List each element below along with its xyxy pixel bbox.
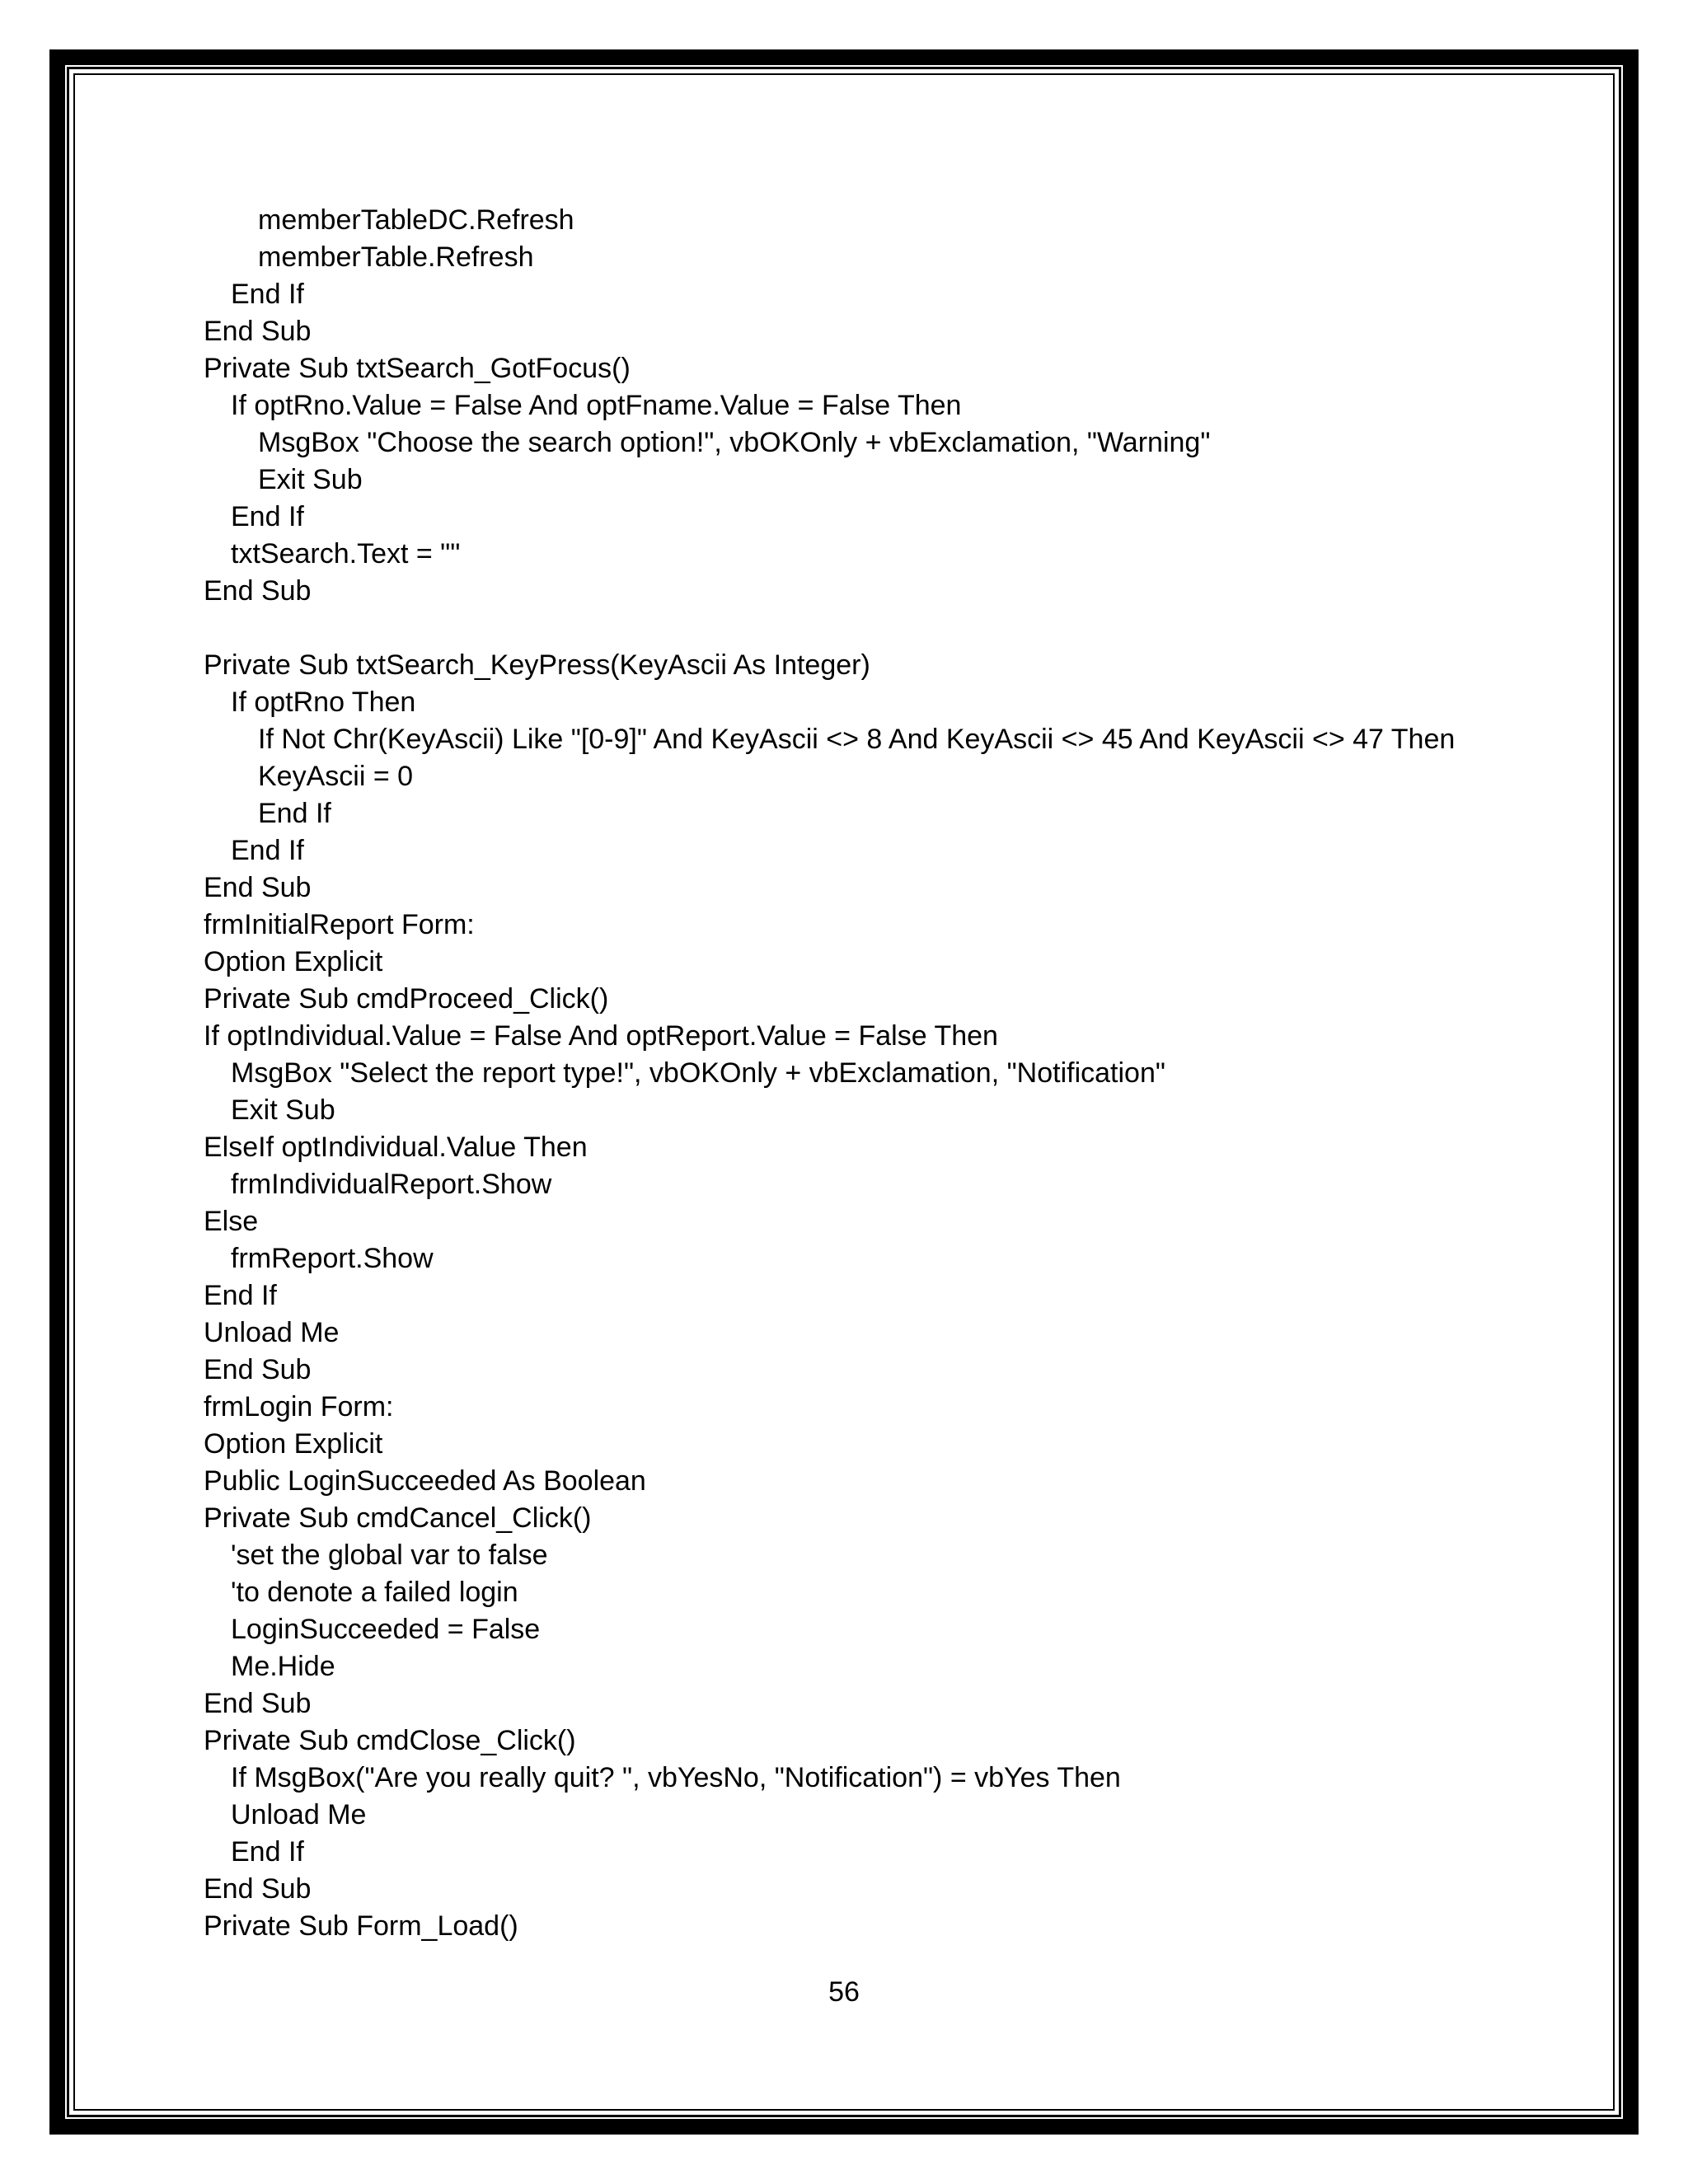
code-line: End If <box>204 1280 277 1311</box>
code-line: 'to denote a failed login <box>231 1577 518 1608</box>
code-line: If Not Chr(KeyAscii) Like "[0-9]" And KeyAscii <> 8 And KeyAscii <> 45 And KeyAscii <> 47 Then <box>258 724 1456 755</box>
code-line: Private Sub cmdCancel_Click() <box>204 1502 592 1534</box>
code-line: End If <box>231 279 304 310</box>
page-number: 56 <box>828 1976 860 2008</box>
code-line: End If <box>231 501 304 532</box>
code-line: Private Sub Form_Load() <box>204 1910 518 1942</box>
code-line: End If <box>231 835 304 866</box>
code-line: End Sub <box>204 1688 312 1719</box>
code-line: Private Sub cmdClose_Click() <box>204 1725 576 1756</box>
code-line: Else <box>204 1206 259 1237</box>
blank-line <box>204 610 1539 647</box>
code-line: Private Sub cmdProceed_Click() <box>204 983 609 1015</box>
code-line: Private Sub txtSearch_GotFocus() <box>204 353 631 384</box>
code-line: Exit Sub <box>231 1094 335 1126</box>
code-line: KeyAscii = 0 <box>258 761 414 792</box>
code-line: End Sub <box>204 316 312 347</box>
code-line: frmInitialReport Form: <box>204 909 475 940</box>
code-line: If MsgBox("Are you really quit? ", vbYesNo, "Notification") = vbYes Then <box>231 1762 1121 1793</box>
code-line: Exit Sub <box>258 464 363 495</box>
code-line: LoginSucceeded = False <box>231 1614 541 1645</box>
code-line: Unload Me <box>231 1799 367 1830</box>
code-line: memberTableDC.Refresh <box>258 204 574 236</box>
code-line: Option Explicit <box>204 946 383 977</box>
code-line: frmLogin Form: <box>204 1391 394 1422</box>
code-line: txtSearch.Text = "" <box>231 538 461 569</box>
code-line: memberTable.Refresh <box>258 241 534 273</box>
code-line: End If <box>258 798 331 829</box>
code-line: MsgBox "Select the report type!", vbOKOnly + vbExclamation, "Notification" <box>231 1057 1165 1089</box>
code-line: MsgBox "Choose the search option!", vbOKOnly + vbExclamation, "Warning" <box>258 427 1211 458</box>
code-line: Unload Me <box>204 1317 340 1348</box>
code-line: Private Sub txtSearch_KeyPress(KeyAscii As Integer) <box>204 649 870 681</box>
code-line: End If <box>231 1836 304 1868</box>
code-line: End Sub <box>204 1354 312 1385</box>
code-line: If optIndividual.Value = False And optReport.Value = False Then <box>204 1020 998 1052</box>
code-line: frmIndividualReport.Show <box>231 1169 552 1200</box>
code-line: Option Explicit <box>204 1428 383 1460</box>
code-line: End Sub <box>204 575 312 607</box>
code-line: End Sub <box>204 872 312 903</box>
code-line: 'set the global var to false <box>231 1540 548 1571</box>
code-listing <box>204 202 1539 1945</box>
code-line: If optRno.Value = False And optFname.Value = False Then <box>231 390 962 421</box>
code-line: If optRno Then <box>231 687 416 718</box>
code-line: Public LoginSucceeded As Boolean <box>204 1465 646 1497</box>
code-line: End Sub <box>204 1873 312 1905</box>
code-line: frmReport.Show <box>231 1243 434 1274</box>
code-line: Me.Hide <box>231 1651 335 1682</box>
code-line: ElseIf optIndividual.Value Then <box>204 1132 588 1163</box>
